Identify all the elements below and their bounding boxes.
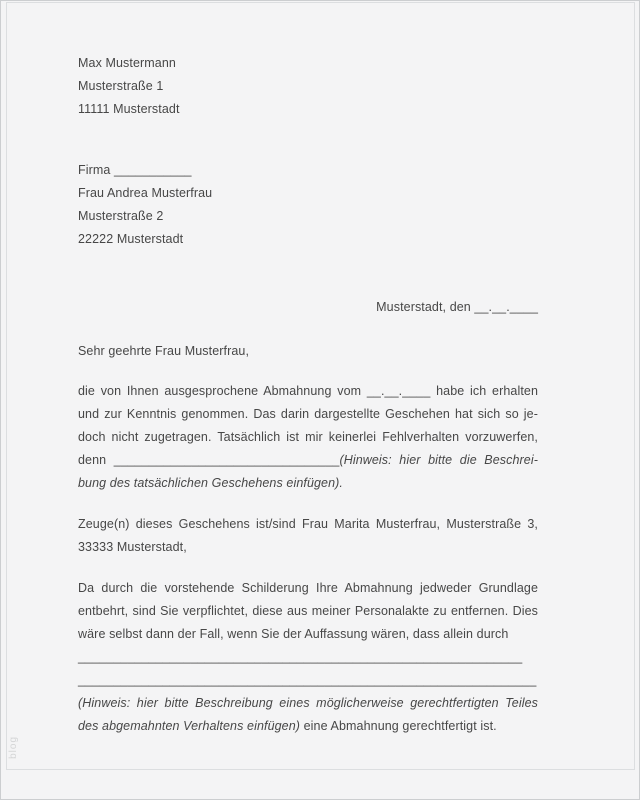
paragraph-line: Zeuge(n) dieses Geschehens ist/sind Frau Marita Musterfrau, Musterstraße 3, (78, 517, 538, 531)
paragraph-line: und zur Kenntnis genommen. Das darin dargestellte Geschehen hat sich so je- (78, 407, 538, 421)
salutation: Sehr geehrte Frau Musterfrau, (78, 344, 250, 358)
closing-text: eine Abmahnung gerechtfertigt ist. (300, 719, 497, 733)
hint-text: bung des tatsächlichen Geschehens einfügen). (78, 476, 343, 490)
paragraph-line: wäre selbst dann der Fall, wenn Sie der Auffassung wären, dass allein durch (78, 627, 509, 641)
sender-street: Musterstraße 1 (78, 79, 164, 93)
hint-text: des abgemahnten Verhaltens einfügen) (78, 719, 301, 733)
paragraph-abmahnung (78, 380, 538, 495)
recipient-city: 22222 Musterstadt (78, 232, 184, 246)
recipient-street: Musterstraße 2 (78, 209, 164, 223)
paragraph-line: doch nicht zugetragen. Tatsächlich ist mir keinerlei Fehlverhalten vorzuwerfen, (78, 430, 538, 444)
letter-document (78, 50, 538, 738)
fill-in-blank-denn: denn ________________________________ (78, 453, 340, 467)
date-line: Musterstadt, den __.__.____ (376, 300, 538, 314)
paragraph-line: 33333 Musterstadt, (78, 540, 187, 554)
paragraph-entfernung (78, 577, 538, 738)
sender-name: Max Mustermann (78, 56, 176, 70)
paragraph-line-with-hint (78, 715, 538, 738)
hint-text: (Hinweis: hier bitte die Beschrei- (339, 453, 538, 467)
paragraph-line: entbehrt, sind Sie verpflichtet, diese aus meiner Personalakte zu entfernen. Dies (78, 604, 538, 618)
fill-in-blank-line: _______________________________________________________________ (78, 650, 523, 664)
paragraph-line: die von Ihnen ausgesprochene Abmahnung vom __.__.____ habe ich erhalten (78, 384, 538, 398)
sender-block (78, 52, 538, 121)
recipient-name: Frau Andrea Musterfrau (78, 186, 213, 200)
sender-city: 11111 Musterstadt (78, 102, 180, 116)
fill-in-blank-line: _________________________________________________________________ (78, 673, 537, 687)
recipient-company: Firma ___________ (78, 163, 192, 177)
paragraph-zeugen (78, 513, 538, 559)
paragraph-line-with-hint (78, 449, 538, 472)
paragraph-line: Da durch die vorstehende Schilderung Ihre Abmahnung jedweder Grundlage (78, 581, 538, 595)
recipient-block (78, 159, 538, 251)
hint-text: (Hinweis: hier bitte Beschreibung eines möglicherweise gerechtfertigten Teiles (78, 696, 538, 710)
watermark-text: blog (8, 736, 19, 759)
